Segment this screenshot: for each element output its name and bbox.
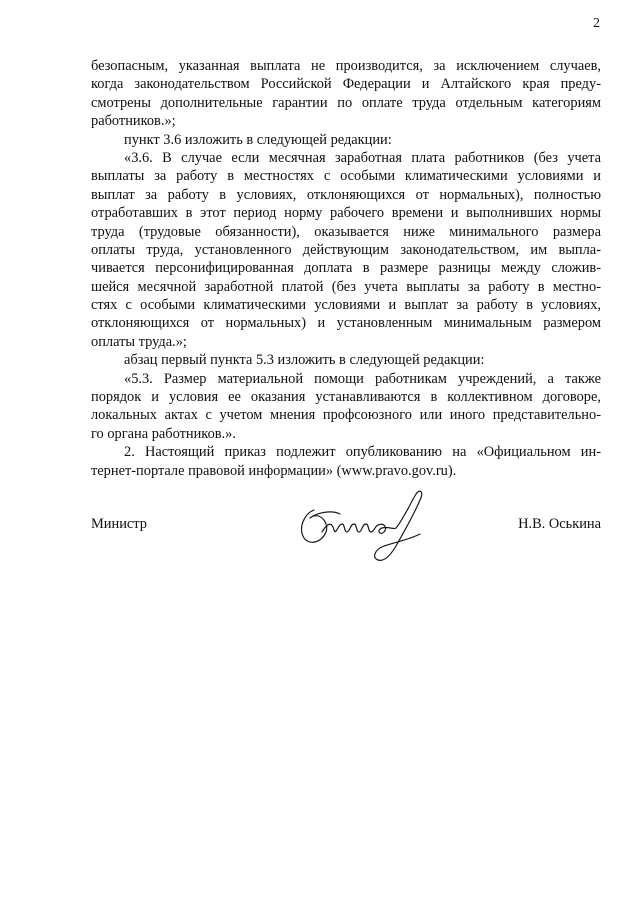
text-line: труда (трудовые обязанности), оказывается ниже минимального размера	[91, 223, 601, 240]
text-line: порядок и условия ее оказания устанавливаются в коллективном договоре,	[91, 389, 601, 406]
signer-title: Министр	[91, 516, 147, 532]
text-line: «5.3. Размер материальной помощи работникам учреждений, а также	[124, 370, 601, 387]
text-line: пункт 3.6 изложить в следующей редакции:	[124, 131, 392, 148]
text-line: чивается персонифицированная доплата в размере разницы между сложив-	[91, 260, 601, 277]
text-line: выплат за работу в условиях, отклоняющихся от нормальных), полностью	[91, 186, 601, 203]
text-line: отработавших в этот период норму рабочего времени и выполнивших нормы	[91, 205, 601, 222]
text-line: безопасным, указанная выплата не производится, за исключением случаев,	[91, 58, 601, 74]
text-line: смотрены дополнительные гарантии по оплате труда отдельным категориям	[91, 94, 601, 111]
text-line: го органа работников.».	[91, 425, 236, 442]
text-line: локальных актах с учетом мнения профсоюзного или иного представительно-	[91, 407, 601, 424]
text-line: шейся месячной заработной платой (без учета выплаты за работу в местно-	[91, 278, 601, 295]
handwritten-signature	[292, 488, 442, 568]
text-line: работников.»;	[91, 113, 176, 130]
text-line: тернет-портале правовой информации» (www.pravo.gov.ru).	[91, 462, 457, 479]
text-line: стях с особыми климатическими условиями и выплат за работу в условиях,	[91, 297, 601, 314]
page-number: 2	[593, 16, 600, 31]
text-line: выплаты за работу в местностях с особыми климатическими условиями и	[91, 168, 601, 185]
text-line: 2. Настоящий приказ подлежит опубликованию на «Официальном ин-	[124, 444, 601, 461]
text-line: когда законодательством Российской Федерации и Алтайского края преду-	[91, 76, 601, 93]
text-line: «3.6. В случае если месячная заработная плата работников (без учета	[124, 149, 601, 166]
text-line: оплаты труда, установленного действующим законодательством, им выпла-	[91, 241, 601, 258]
text-line: отклоняющихся от нормальных) и установленным минимальным размером	[91, 315, 601, 332]
document-body	[91, 57, 601, 480]
text-line: абзац первый пункта 5.3 изложить в следующей редакции:	[124, 352, 485, 369]
signer-name: Н.В. Оськина	[518, 516, 601, 532]
text-line: оплаты труда.»;	[91, 333, 187, 350]
